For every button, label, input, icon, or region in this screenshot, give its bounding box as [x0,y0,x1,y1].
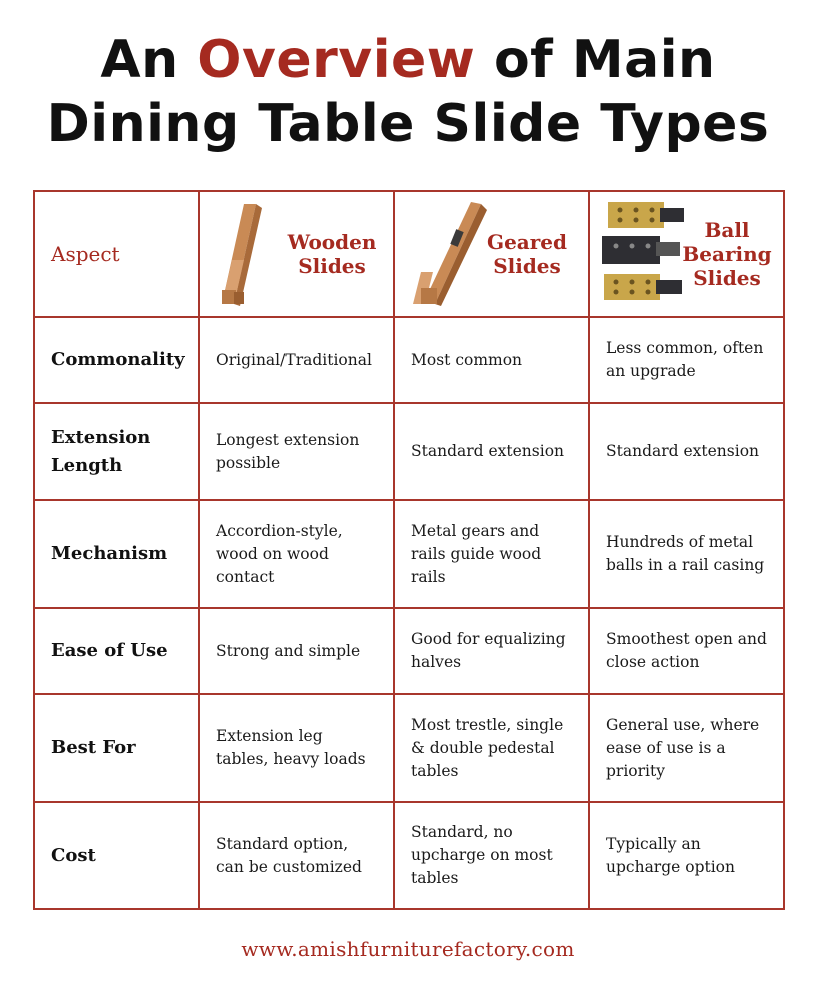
aspect-cell: Ease of Use [34,608,199,694]
table-row [34,694,784,802]
aspect-cell: Best For [34,694,199,802]
footer-website-link[interactable]: www.amishfurniturefactory.com [241,937,575,961]
header-geared-line2: Slides [493,254,561,278]
title-line1-suffix: of Main [475,30,716,90]
page-title [0,28,816,156]
header-ball-line1: Ball [704,218,750,242]
wooden-cell: Original/Traditional [199,317,394,403]
header-wooden [199,191,394,317]
comparison-table [33,190,785,910]
header-geared [394,191,589,317]
header-wooden-line2: Slides [298,254,366,278]
geared-cell: Metal gears and rails guide wood rails [394,500,589,608]
wooden-cell: Longest extension possible [199,403,394,500]
table-row [34,317,784,403]
title-line2: Dining Table Slide Types [46,94,770,154]
ball-cell: Less common, often an upgrade [589,317,784,403]
geared-cell: Most trestle, single & double pedestal tables [394,694,589,802]
ball-cell: General use, where ease of use is a priority [589,694,784,802]
wooden-slide-image [214,200,286,308]
aspect-cell: Commonality [34,317,199,403]
ball-cell: Standard extension [589,403,784,500]
ball-cell: Typically an upcharge option [589,802,784,909]
aspect-cell: Cost [34,802,199,909]
table-row [34,500,784,608]
geared-cell: Good for equalizing halves [394,608,589,694]
geared-cell: Standard, no upcharge on most tables [394,802,589,909]
wooden-cell: Accordion-style, wood on wood contact [199,500,394,608]
ball-cell: Smoothest open and close action [589,608,784,694]
title-accent: Overview [197,30,476,90]
geared-cell: Standard extension [394,403,589,500]
header-geared-line1: Geared [486,230,567,254]
table-header-row [34,191,784,317]
geared-cell: Most common [394,317,589,403]
aspect-cell: Mechanism [34,500,199,608]
header-ball-line3: Slides [693,266,761,290]
ball-cell: Hundreds of metal balls in a rail casing [589,500,784,608]
wooden-cell: Strong and simple [199,608,394,694]
header-wooden-line1: Wooden [287,230,377,254]
table-row [34,802,784,909]
title-line1-prefix: An [100,30,198,90]
header-ball-line2: Bearing [682,242,772,266]
table-row [34,608,784,694]
aspect-cell: Extension Length [34,403,199,500]
ball-bearing-slide-image [600,198,692,310]
wooden-cell: Standard option, can be customized [199,802,394,909]
header-ball-bearing [589,191,784,317]
wooden-cell: Extension leg tables, heavy loads [199,694,394,802]
table-row [34,403,784,500]
header-aspect: Aspect [34,191,199,317]
